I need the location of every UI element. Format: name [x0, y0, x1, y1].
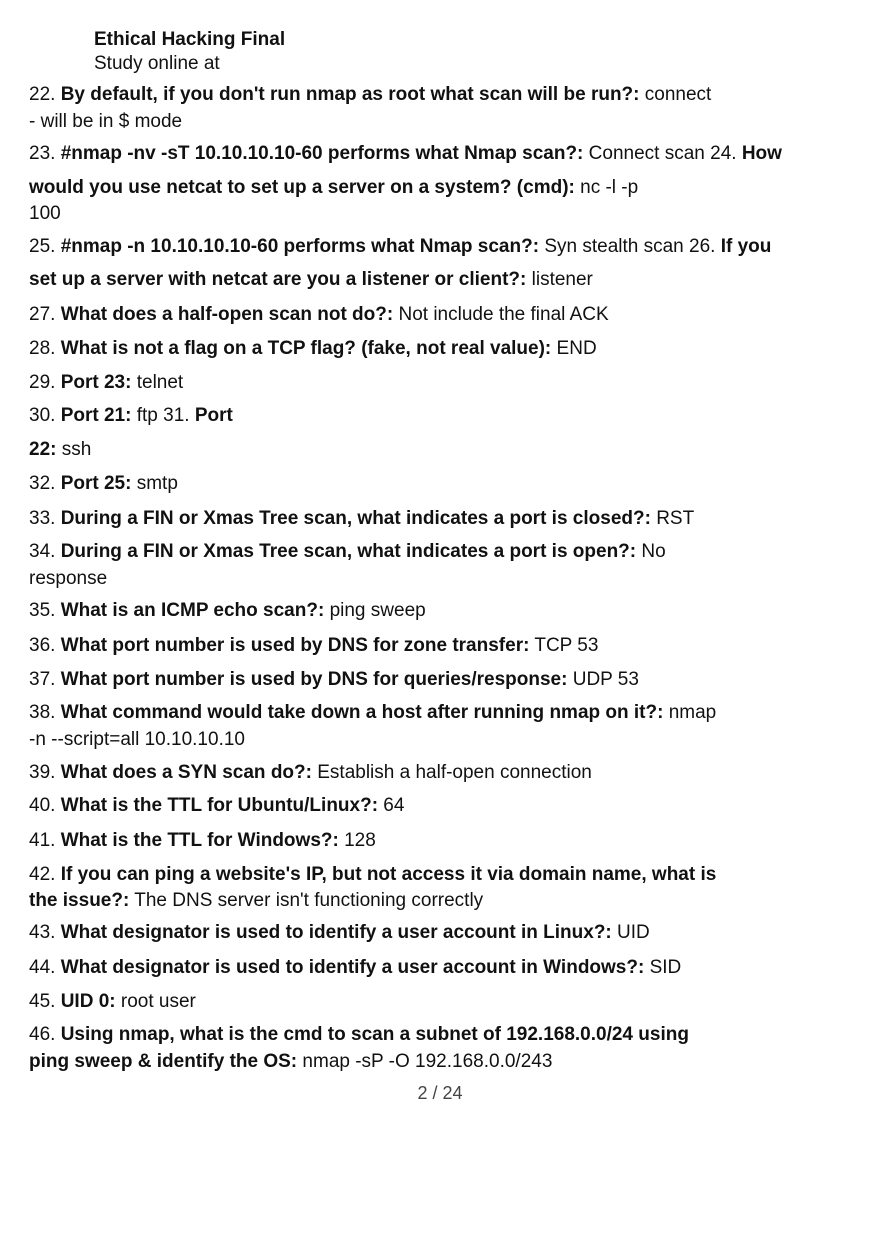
item-number: 28.: [29, 338, 61, 359]
qa-line: [29, 957, 681, 979]
answer-text: ftp 31.: [131, 405, 195, 426]
item-number: 41.: [29, 830, 61, 851]
qa-line: [29, 890, 483, 912]
qa-line: [29, 541, 666, 563]
answer-text: TCP 53: [529, 635, 599, 656]
question-text: Port 21:: [60, 405, 132, 426]
item-number: 32.: [29, 473, 61, 494]
answer-text: 64: [378, 795, 405, 816]
qa-line: [29, 669, 639, 691]
document-title: Ethical Hacking Final: [94, 29, 286, 50]
item-number: 23.: [29, 143, 61, 164]
question-text: Port: [194, 405, 233, 426]
qa-line: [29, 203, 61, 225]
qa-line: [29, 508, 694, 530]
item-number: 27.: [29, 304, 61, 325]
question-text: By default, if you don't run nmap as root what scan will be run?:: [60, 84, 640, 105]
question-text: #nmap -nv -sT 10.10.10.10-60 performs what Nmap scan?:: [60, 143, 584, 164]
question-text: 22:: [29, 439, 57, 460]
item-number: 40.: [29, 795, 61, 816]
qa-line: [29, 439, 91, 461]
item-number: 46.: [29, 1024, 61, 1045]
qa-line: [29, 922, 650, 944]
answer-text: 100: [29, 203, 61, 224]
question-text: What is not a flag on a TCP flag? (fake, not real value):: [60, 338, 552, 359]
qa-line: [29, 143, 782, 165]
question-text: How: [741, 143, 782, 164]
item-number: 29.: [29, 372, 61, 393]
document-subtitle: Study online at: [94, 53, 220, 74]
item-number: 25.: [29, 236, 61, 257]
question-text: would you use netcat to set up a server on a system? (cmd):: [29, 177, 575, 198]
item-number: 45.: [29, 991, 61, 1012]
item-number: 37.: [29, 669, 61, 690]
answer-text: ping sweep: [324, 600, 426, 621]
item-number: 44.: [29, 957, 61, 978]
answer-text: Connect scan 24.: [583, 143, 742, 164]
answer-text: UID: [611, 922, 650, 943]
qa-line: [29, 236, 771, 258]
qa-line: [29, 830, 376, 852]
question-text: What is an ICMP echo scan?:: [60, 600, 325, 621]
item-number: 30.: [29, 405, 61, 426]
answer-text: The DNS server isn't functioning correctly: [129, 890, 484, 911]
qa-line: [29, 304, 609, 326]
item-number: 22.: [29, 84, 61, 105]
qa-line: [29, 338, 597, 360]
answer-text: nc -l -p: [574, 177, 639, 198]
question-text: If you: [720, 236, 772, 257]
answer-text: nmap: [663, 702, 717, 723]
answer-text: RST: [650, 508, 695, 529]
item-number: 36.: [29, 635, 61, 656]
item-number: 38.: [29, 702, 61, 723]
qa-line: [29, 84, 711, 106]
answer-text: response: [29, 568, 108, 589]
item-number: 33.: [29, 508, 61, 529]
question-text: What designator is used to identify a user account in Linux?:: [60, 922, 612, 943]
qa-line: [29, 405, 233, 427]
question-text: Port 23:: [60, 372, 132, 393]
qa-line: [29, 177, 638, 199]
question-text: What does a half-open scan not do?:: [60, 304, 394, 325]
answer-text: smtp: [131, 473, 178, 494]
question-text: What does a SYN scan do?:: [60, 762, 312, 783]
question-text: What port number is used by DNS for queries/response:: [60, 669, 568, 690]
qa-line: [29, 702, 716, 724]
answer-text: 128: [338, 830, 376, 851]
answer-text: connect: [639, 84, 712, 105]
question-text: set up a server with netcat are you a listener or client?:: [29, 269, 527, 290]
question-text: What designator is used to identify a user account in Windows?:: [60, 957, 645, 978]
question-text: Port 25:: [60, 473, 132, 494]
answer-text: No: [636, 541, 666, 562]
item-number: 42.: [29, 864, 61, 885]
question-text: During a FIN or Xmas Tree scan, what indicates a port is closed?:: [60, 508, 651, 529]
item-number: 34.: [29, 541, 61, 562]
item-number: 43.: [29, 922, 61, 943]
qa-line: [29, 372, 183, 394]
question-text: Using nmap, what is the cmd to scan a subnet of 192.168.0.0/24 using: [60, 1024, 689, 1045]
qa-line: [29, 1051, 552, 1073]
answer-text: SID: [644, 957, 682, 978]
qa-line: [29, 991, 196, 1013]
question-text: #nmap -n 10.10.10.10-60 performs what Nmap scan?:: [60, 236, 540, 257]
answer-text: nmap -sP -O 192.168.0.0/243: [297, 1051, 553, 1072]
answer-text: Syn stealth scan 26.: [539, 236, 721, 257]
qa-line: [29, 568, 107, 590]
qa-line: [29, 1024, 689, 1046]
answer-text: END: [551, 338, 597, 359]
qa-line: [29, 729, 245, 751]
qa-line: [29, 795, 404, 817]
answer-text: Not include the final ACK: [393, 304, 609, 325]
item-number: 39.: [29, 762, 61, 783]
qa-line: [29, 762, 592, 784]
answer-text: root user: [115, 991, 196, 1012]
question-text: What command would take down a host after running nmap on it?:: [60, 702, 664, 723]
question-text: What is the TTL for Windows?:: [60, 830, 339, 851]
answer-text: ssh: [56, 439, 92, 460]
question-text: During a FIN or Xmas Tree scan, what indicates a port is open?:: [60, 541, 637, 562]
answer-text: telnet: [131, 372, 184, 393]
qa-line: [29, 864, 716, 886]
question-text: What is the TTL for Ubuntu/Linux?:: [60, 795, 379, 816]
qa-line: [29, 269, 593, 291]
qa-line: [29, 473, 178, 495]
question-text: If you can ping a website's IP, but not access it via domain name, what is: [60, 864, 717, 885]
answer-text: listener: [526, 269, 593, 290]
qa-line: [29, 635, 598, 657]
page-number: 2 / 24: [417, 1083, 463, 1103]
question-text: UID 0:: [60, 991, 116, 1012]
answer-text: Establish a half-open connection: [311, 762, 592, 783]
question-text: the issue?:: [29, 890, 130, 911]
qa-line: [29, 600, 426, 622]
question-text: ping sweep & identify the OS:: [29, 1051, 298, 1072]
answer-text: - will be in $ mode: [29, 111, 183, 132]
item-number: 35.: [29, 600, 61, 621]
answer-text: UDP 53: [567, 669, 639, 690]
qa-line: [29, 111, 182, 133]
question-text: What port number is used by DNS for zone transfer:: [60, 635, 530, 656]
answer-text: -n --script=all 10.10.10.10: [29, 729, 245, 750]
